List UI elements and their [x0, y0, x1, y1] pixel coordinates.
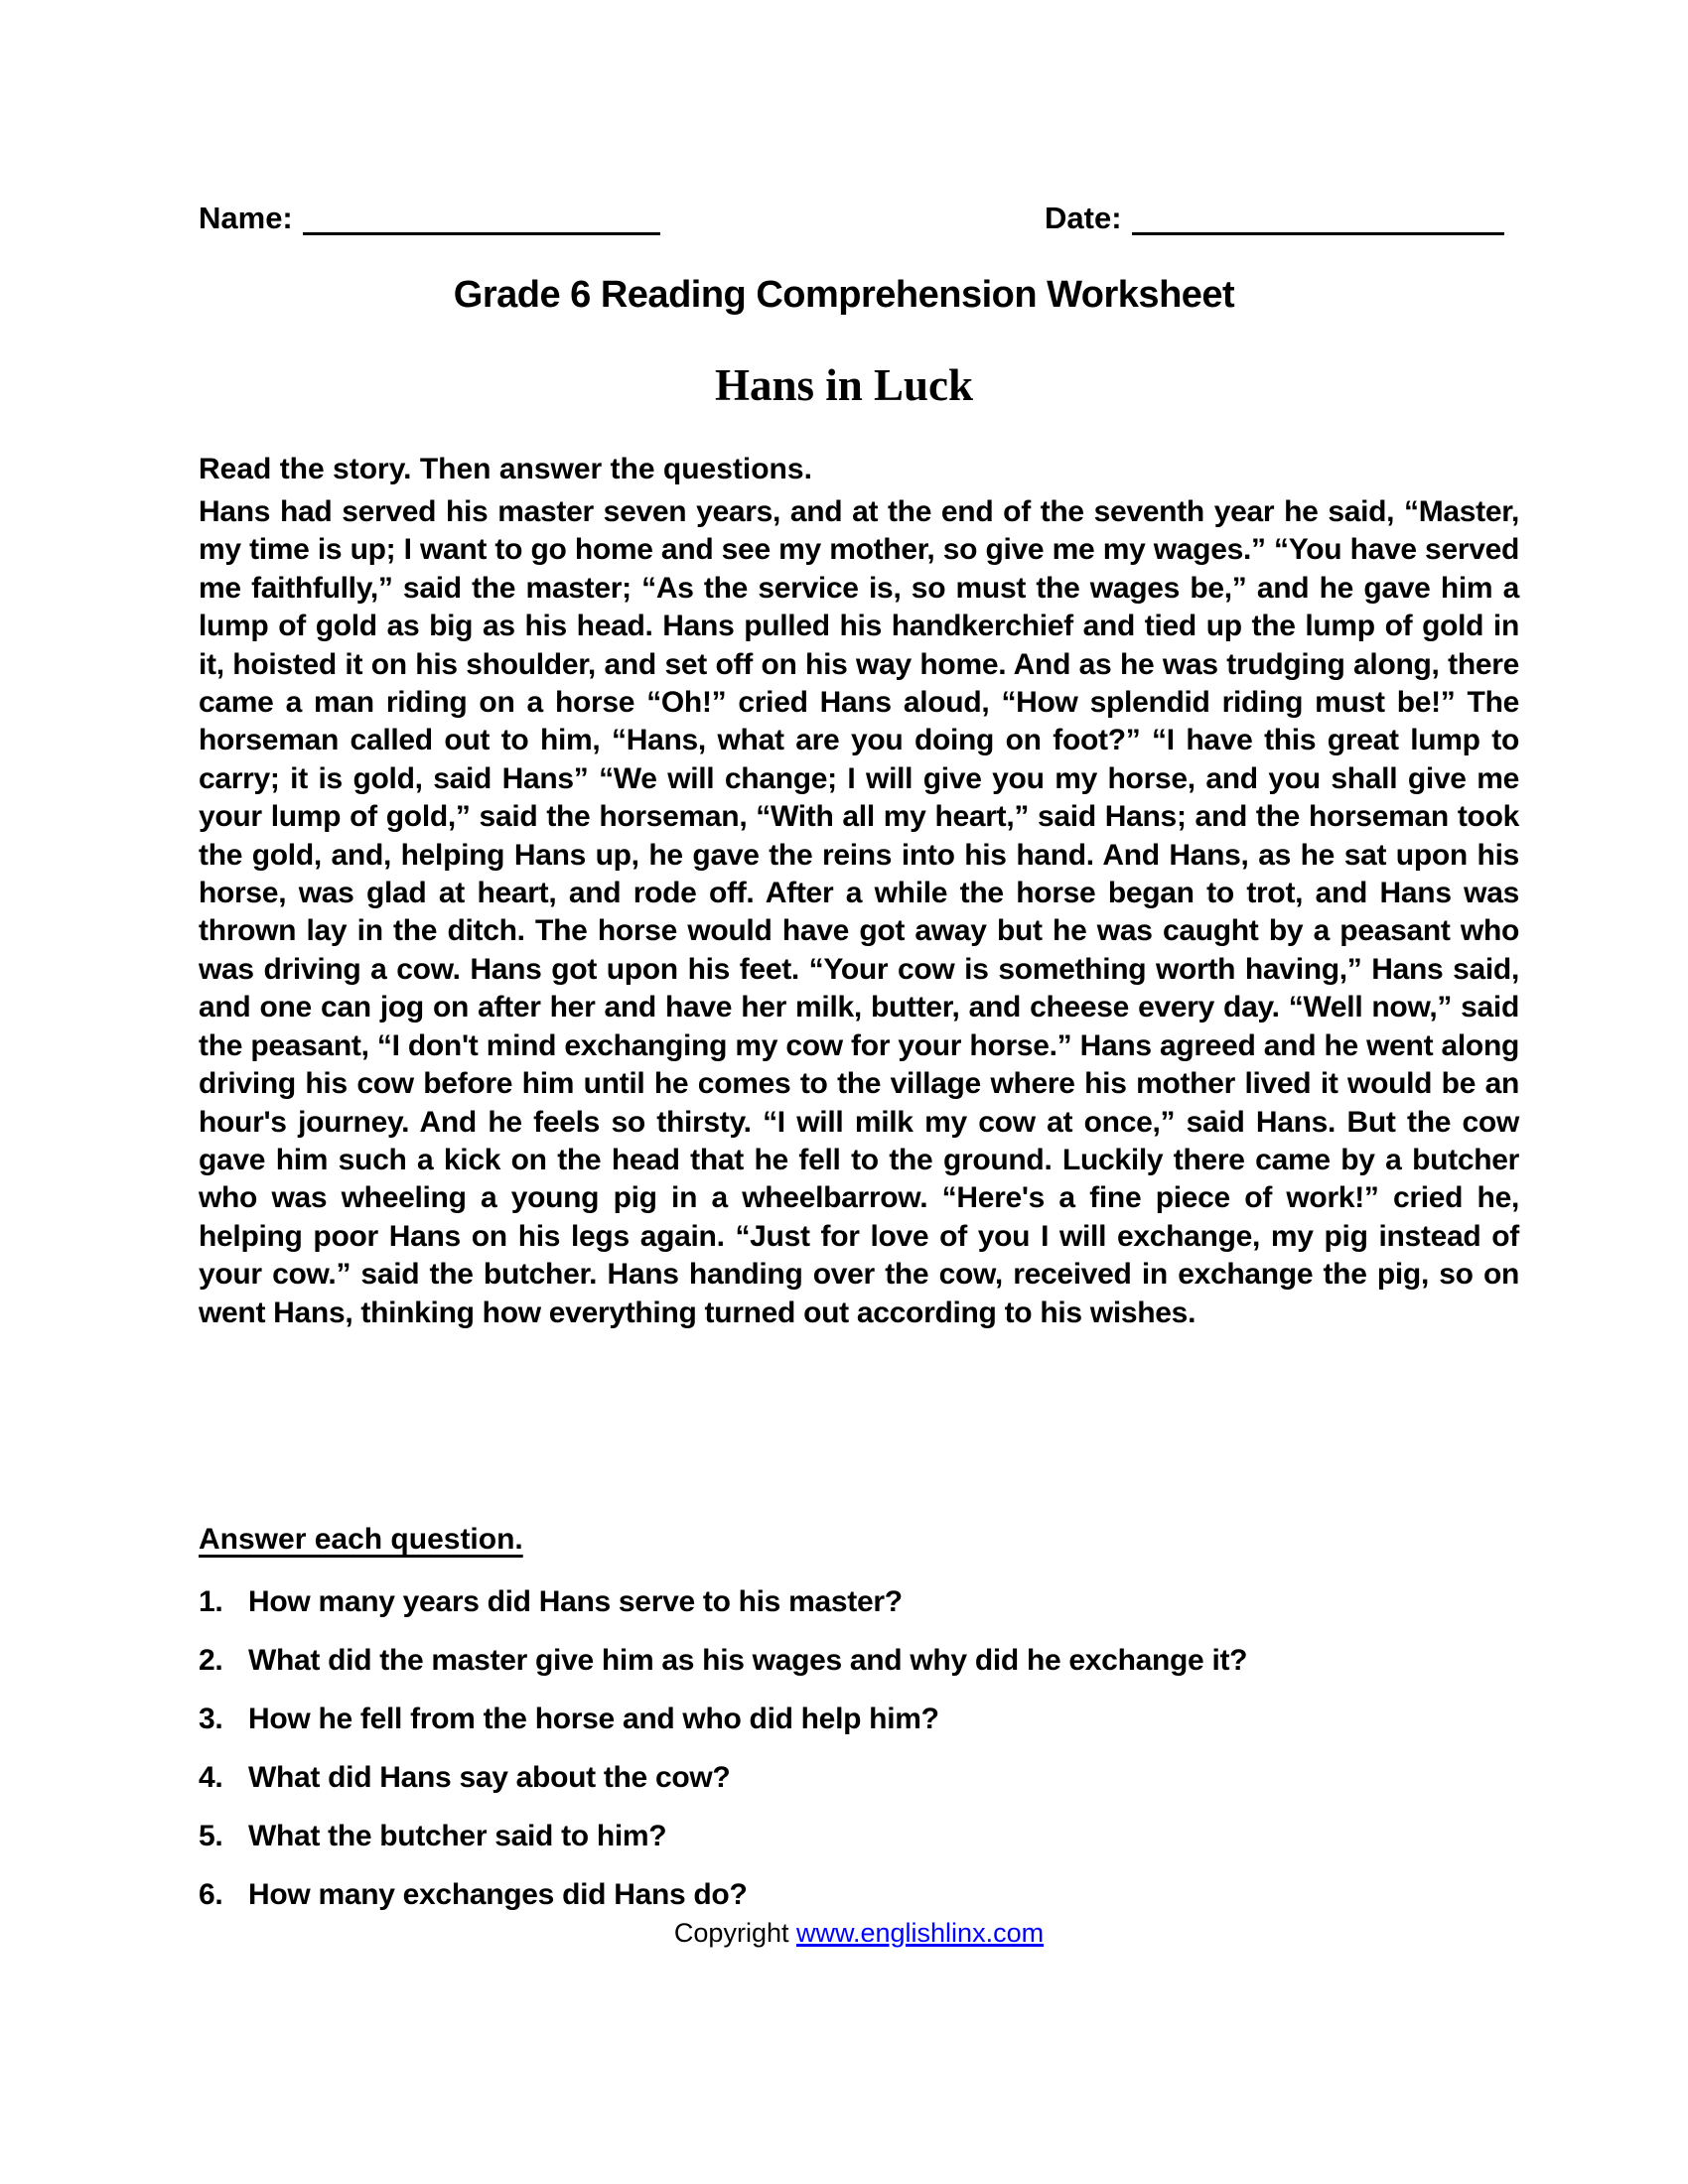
question-item-3 — [199, 1704, 1519, 1734]
answer-section-heading: Answer each question. — [199, 1523, 523, 1556]
question-text: How he fell from the horse and who did help him? — [248, 1703, 939, 1735]
date-field-group — [1045, 201, 1504, 236]
questions-list — [199, 1586, 1519, 1938]
name-blank-line — [303, 202, 660, 235]
name-label: Name: — [199, 201, 293, 235]
name-field-group — [199, 201, 660, 236]
footer — [199, 1918, 1519, 1949]
question-number: 6. — [199, 1878, 223, 1911]
question-number: 2. — [199, 1644, 223, 1677]
story-title: Hans in Luck — [714, 360, 974, 410]
question-text: What the butcher said to him? — [248, 1820, 667, 1852]
date-label: Date: — [1045, 201, 1122, 235]
question-text: What did Hans say about the cow? — [248, 1761, 731, 1794]
question-text: How many years did Hans serve to his master? — [248, 1585, 903, 1618]
question-text: How many exchanges did Hans do? — [248, 1878, 748, 1911]
date-blank-line — [1132, 202, 1504, 235]
question-number: 3. — [199, 1703, 223, 1735]
question-item-2 — [199, 1645, 1519, 1676]
question-item-4 — [199, 1762, 1519, 1793]
englishlinx-link[interactable]: www.englishlinx.com — [795, 1918, 1045, 1948]
question-number: 5. — [199, 1820, 223, 1852]
instructions-text: Read the story. Then answer the questions. — [199, 453, 812, 485]
story-paragraph: Hans had served his master seven years, and at the end of the seventh year he said, “Master, my time is up; I want to go home and see my mother, so give me my wages.” “You have served me faithfully,” said the master; “As the service is, so must the wages be,” and he gave him a lump of gold as big as his head. Hans pulled his handkerchief and tied up the lump of gold in it, hoisted it on his shoulder, and set off on his way home. And as he was trudging along, there came a man riding on a horse “Oh!” cried Hans aloud, “How splendid riding must be!” The horseman called out to him, “Hans, what are you doing on foot?” “I have this great lump to carry; it is gold, said Hans” “We will change; I will give you my horse, and you shall give me your lump of gold,” said the horseman, “With all my heart,” said Hans; and the horseman took the gold, and, helping Hans up, he gave the reins into his hand. And Hans, as he sat upon his horse, was glad at heart, and rode off. After a while the horse began to trot, and Hans was thrown lay in the ditch. The horse would have got away but he was caught by a peasant who was driving a cow. Hans got upon his feet. “Your cow is something worth having,” Hans said, and one can jog on after her and have her milk, butter, and cheese every day. “Well now,” said the peasant, “I don't mind exchanging my cow for your horse.” Hans agreed and he went along driving his cow before him until he comes to the village where his mother lived it would be an hour's journey. And he feels so thirsty. “I will milk my cow at once,” said Hans. But the cow gave him such a kick on the head that he fell to the ground. Luckily there came by a butcher who was wheeling a young pig in a wheelbarrow. “Here's a fine piece of work!” cried he, helping poor Hans on his legs again. “Just for love of you I will exchange, my pig instead of your cow.” said the butcher. Hans handing over the cow, received in exchange the pig, so on went Hans, thinking how everything turned out according to his wishes. — [199, 495, 1519, 1329]
question-text: What did the master give him as his wages and why did he exchange it? — [248, 1644, 1248, 1677]
grade-heading: Grade 6 Reading Comprehension Worksheet — [453, 274, 1235, 316]
question-item-6 — [199, 1879, 1519, 1910]
question-item-1 — [199, 1586, 1519, 1617]
copyright-label: Copyright — [673, 1918, 796, 1948]
question-number: 1. — [199, 1585, 223, 1618]
question-item-5 — [199, 1821, 1519, 1851]
question-number: 4. — [199, 1761, 223, 1794]
